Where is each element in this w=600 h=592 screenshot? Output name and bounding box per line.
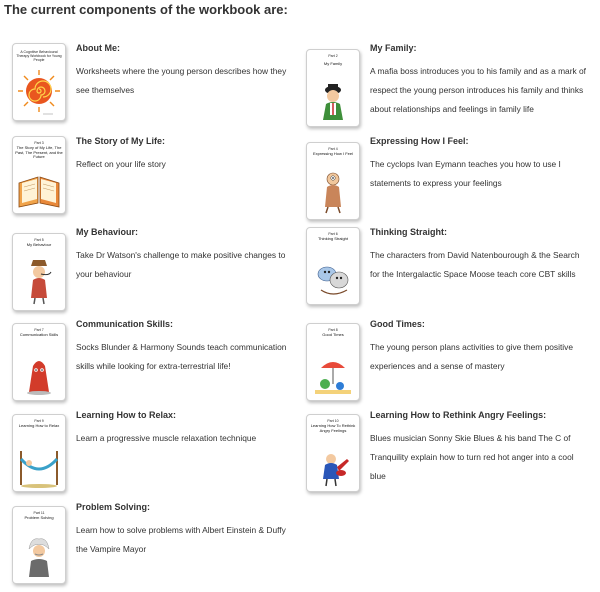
thumbnail-part-label: Part 10 (327, 419, 339, 423)
component-title: Learning How to Relax: (76, 410, 177, 420)
thumbnail-title: My Family (323, 61, 343, 66)
space-characters-icon (307, 228, 359, 304)
component-good-times[interactable] (294, 319, 584, 409)
component-description: Socks Blunder & Harmony Sounds teach communication skills while looking for extra-terrestrial life! (76, 342, 287, 371)
thumbnail-title: Learning How to Relax (18, 423, 60, 428)
component-title: Good Times: (370, 319, 425, 329)
component-title: Communication Skills: (76, 319, 174, 329)
component-description: Blues musician Sonny Skie Blues & his band The C of Tranquility explain how to turn red hot anger into a cool blue (370, 433, 574, 481)
thumbnail-part-label: Part 4 (328, 147, 338, 151)
workbook-thumbnail[interactable] (306, 227, 360, 305)
workbook-thumbnail[interactable] (12, 43, 66, 121)
thumbnail-part-label: Part 11 (33, 511, 45, 515)
component-thinking-straight[interactable] (294, 227, 584, 317)
component-title: Thinking Straight: (370, 227, 447, 237)
thumbnail-title: Thinking Straight (317, 236, 348, 241)
red-creature-icon (13, 324, 65, 400)
component-description: The characters from David Natenbourough & the Search for the Intergalactic Space Moose teach core CBT skills (370, 250, 580, 279)
component-description: Learn a progressive muscle relaxation technique (76, 433, 257, 443)
workbook-thumbnail[interactable] (12, 323, 66, 401)
thumbnail-title: A Cognitive Behavioural Therapy Workbook for Young People (16, 50, 62, 62)
component-title: Learning How to Rethink Angry Feelings: (370, 410, 547, 420)
beach-icon (307, 324, 359, 400)
hammock-icon (13, 415, 65, 491)
workbook-thumbnail[interactable] (306, 49, 360, 127)
component-about-me[interactable] (0, 43, 290, 133)
component-description: Learn how to solve problems with Albert Einstein & Duffy the Vampire Mayor (76, 525, 286, 554)
component-my-behaviour[interactable] (0, 227, 290, 317)
thumbnail-part-label: Part 7 (34, 328, 44, 332)
component-title: The Story of My Life: (76, 136, 166, 146)
thumbnail-title: Expressing How I Feel (312, 151, 353, 156)
thumbnail-part-label: Part 9 (34, 419, 44, 423)
thumbnail-part-label: Part 5 (34, 238, 44, 242)
sun-spiral-icon (13, 44, 65, 120)
open-book-icon (13, 137, 65, 213)
component-title: About Me: (76, 43, 120, 53)
component-title: My Family: (370, 43, 417, 53)
component-description: Worksheets where the young person describes how they see themselves (76, 66, 287, 95)
thumbnail-part-label: Part 8 (328, 328, 338, 332)
mafia-boss-icon (307, 50, 359, 126)
cyclops-icon (307, 143, 359, 219)
thumbnail-title: Communication Skills (19, 332, 59, 337)
workbook-thumbnail[interactable] (306, 414, 360, 492)
detective-icon (13, 234, 65, 310)
thumbnail-title: My Behaviour (26, 242, 52, 247)
einstein-icon (13, 507, 65, 583)
component-title: Problem Solving: (76, 502, 151, 512)
workbook-thumbnail[interactable] (306, 323, 360, 401)
thumbnail-title: Good Times (322, 332, 344, 337)
workbook-thumbnail[interactable] (12, 506, 66, 584)
component-title: Expressing How I Feel: (370, 136, 469, 146)
musician-icon (307, 415, 359, 491)
thumbnail-title: Problem Solving (24, 515, 54, 520)
component-communication-skills[interactable] (0, 319, 290, 409)
workbook-thumbnail[interactable] (12, 414, 66, 492)
workbook-thumbnail[interactable] (12, 136, 66, 214)
component-title: My Behaviour: (76, 227, 139, 237)
component-rethink-angry-feelings[interactable] (294, 410, 584, 500)
component-expressing-how-i-feel[interactable] (294, 136, 584, 226)
thumbnail-title: Learning How To Rethink Angry Feelings (310, 423, 356, 433)
component-story-of-my-life[interactable] (0, 136, 290, 226)
page-heading: The current components of the workbook are: (4, 2, 288, 17)
thumbnail-title: The Story of My Life, The Past, The Present, and the Future (15, 145, 63, 159)
thumbnail-part-label: Part 6 (328, 232, 338, 236)
workbook-thumbnail[interactable] (306, 142, 360, 220)
component-description: Reflect on your life story (76, 159, 166, 169)
component-description: The young person plans activities to give them positive experiences and a sense of mastery (370, 342, 573, 371)
workbook-thumbnail[interactable] (12, 233, 66, 311)
component-description: The cyclops Ivan Eymann teaches you how to use I statements to express your feelings (370, 159, 561, 188)
component-learning-how-to-relax[interactable] (0, 410, 290, 500)
thumbnail-part-label: Part 2 (328, 54, 338, 58)
thumbnail-part-label: Part 3 (34, 141, 44, 145)
component-description: Take Dr Watson's challenge to make positive changes to your behaviour (76, 250, 286, 279)
component-my-family[interactable] (294, 43, 584, 133)
component-description: A mafia boss introduces you to his family and as a mark of respect the young person introduces his family and thinks about relationships and feelings in family life (370, 66, 586, 114)
